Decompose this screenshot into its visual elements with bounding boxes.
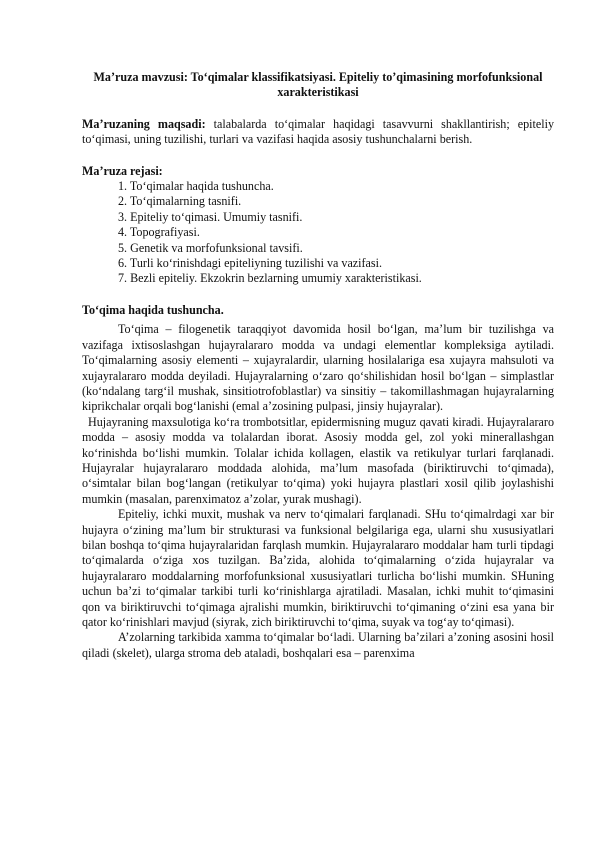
body-paragraph: To‘qima – filogenetik taraqqiyot davomida hosil bo‘lgan, ma’lum bir tuzilishga va vazifaga ixtisoslashgan hujayralararo modda va undagi elementlar kompleksiga aytiladi. To‘qimalarning asosiy elementi – xujayralardir, ularning hosilalariga esa xujayra mahsuloti va xujayralararo modda deyiladi. Hujayralarning o‘zaro qo‘shilishidan hosil bo‘lgan – simplastlar (ko‘ndalang targ‘il mushak, sinsitiotrofoblastlar) va sinsitiy – takomillashmagan hujayralarning kiprikchalar orqali bog‘lanishi (emal a’zosining pulpasi, jinsiy hujayralar). — [82, 322, 554, 414]
plan-item: 2. To‘qimalarning tasnifi. — [118, 194, 242, 209]
body-paragraph: Hujayraning maxsulotiga ko‘ra trombotsitlar, epidermisning muguz qavati kiradi. Hujayralararo modda – asosiy modda va tolalardan iborat. Asosiy modda gel, zol yoki minerallashgan ko‘rinishda bo‘lishi mumkin. Tolalar ichida kollagen, elastik va retikulyar turlari farqlanadi. Hujayralar hujayralararo moddada alohida, ma’lum masofada (biriktiruvchi to‘qimada), o‘simtalar bilan bog‘langan (retikulyar to‘qima) yoki hujayra plastlari xosil qilib joylashishi mumkin (masalan, parenximatoz a’zolar, yurak mushagi). — [82, 414, 554, 506]
lecture-goal-text: talabalarda to‘qimalar haqidagi tasavvurni shakllantirish; epiteliy to‘qimasi, uning tuzilishi, turlari va vazifasi haqida asosiy tushunchalarni berish. — [82, 116, 555, 147]
lecture-plan-list — [82, 179, 554, 287]
lecture-goal-label: Ma’ruzaning maqsadi: — [82, 116, 206, 131]
plan-item: 6. Turli ko‘rinishdagi epiteliyning tuzilishi va vazifasi. — [118, 256, 383, 271]
lecture-plan-heading: Ma’ruza rejasi: — [82, 163, 163, 178]
body-paragraph: A’zolarning tarkibida xamma to‘qimalar bo‘ladi. Ularning ba’zilari a’zoning asosini hosil qiladi (skelet), ularga stroma deb ataladi, boshqalari esa – parenxima — [82, 630, 554, 660]
section-heading: To‘qima haqida tushuncha. — [82, 302, 224, 317]
body-paragraph: Epiteliy, ichki muxit, mushak va nerv to‘qimalari farqlanadi. SHu to‘qimalrdagi xar bir hujayra o‘zining ma’lum bir strukturasi va funksional belgilariga ega, ularni shu xususiyatlari bilan boshqa to‘qima hujayralaridan farqlash mumkin. Hujayralararo moddalar ham turli tipdagi to‘qimalarda o‘ziga xos tuzilgan. Ba’zida, alohida to‘qimalarning o‘zida hujayralar va hujayralararo moddalarning morfofunksional xususiyatlari turlicha bo‘lishi mumkin. SHuning uchun ba’zi to‘qimalar tarkibi turli ko‘rinishlarga ajratiladi. Masalan, ichki muhit to‘qimasini qon va biriktiruvchi to‘qimaga ajralishi mumkin, biriktiruvchi to‘qimaning o‘zini esa yana bir qator ko‘rinishlari mavjud (siyrak, zich biriktiruvchi to‘qima, suyak va tog‘ay to‘qimasi). — [82, 507, 554, 629]
lecture-goal — [82, 117, 554, 148]
plan-item: 4. Topografiyasi. — [118, 225, 200, 240]
plan-item: 5. Genetik va morfofunksional tavsifi. — [118, 240, 303, 255]
page-title: Ma’ruza mavzusi: To‘qimalar klassifikatsiyasi. Epiteliy to’qimasining morfofunksional xarakteristikasi — [93, 70, 543, 100]
plan-item: 1. To‘qimalar haqida tushuncha. — [118, 179, 274, 194]
plan-item: 3. Epiteliy to‘qimasi. Umumiy tasnifi. — [118, 209, 303, 224]
plan-item: 7. Bezli epiteliy. Ekzokrin bezlarning umumiy xarakteristikasi. — [118, 271, 422, 286]
